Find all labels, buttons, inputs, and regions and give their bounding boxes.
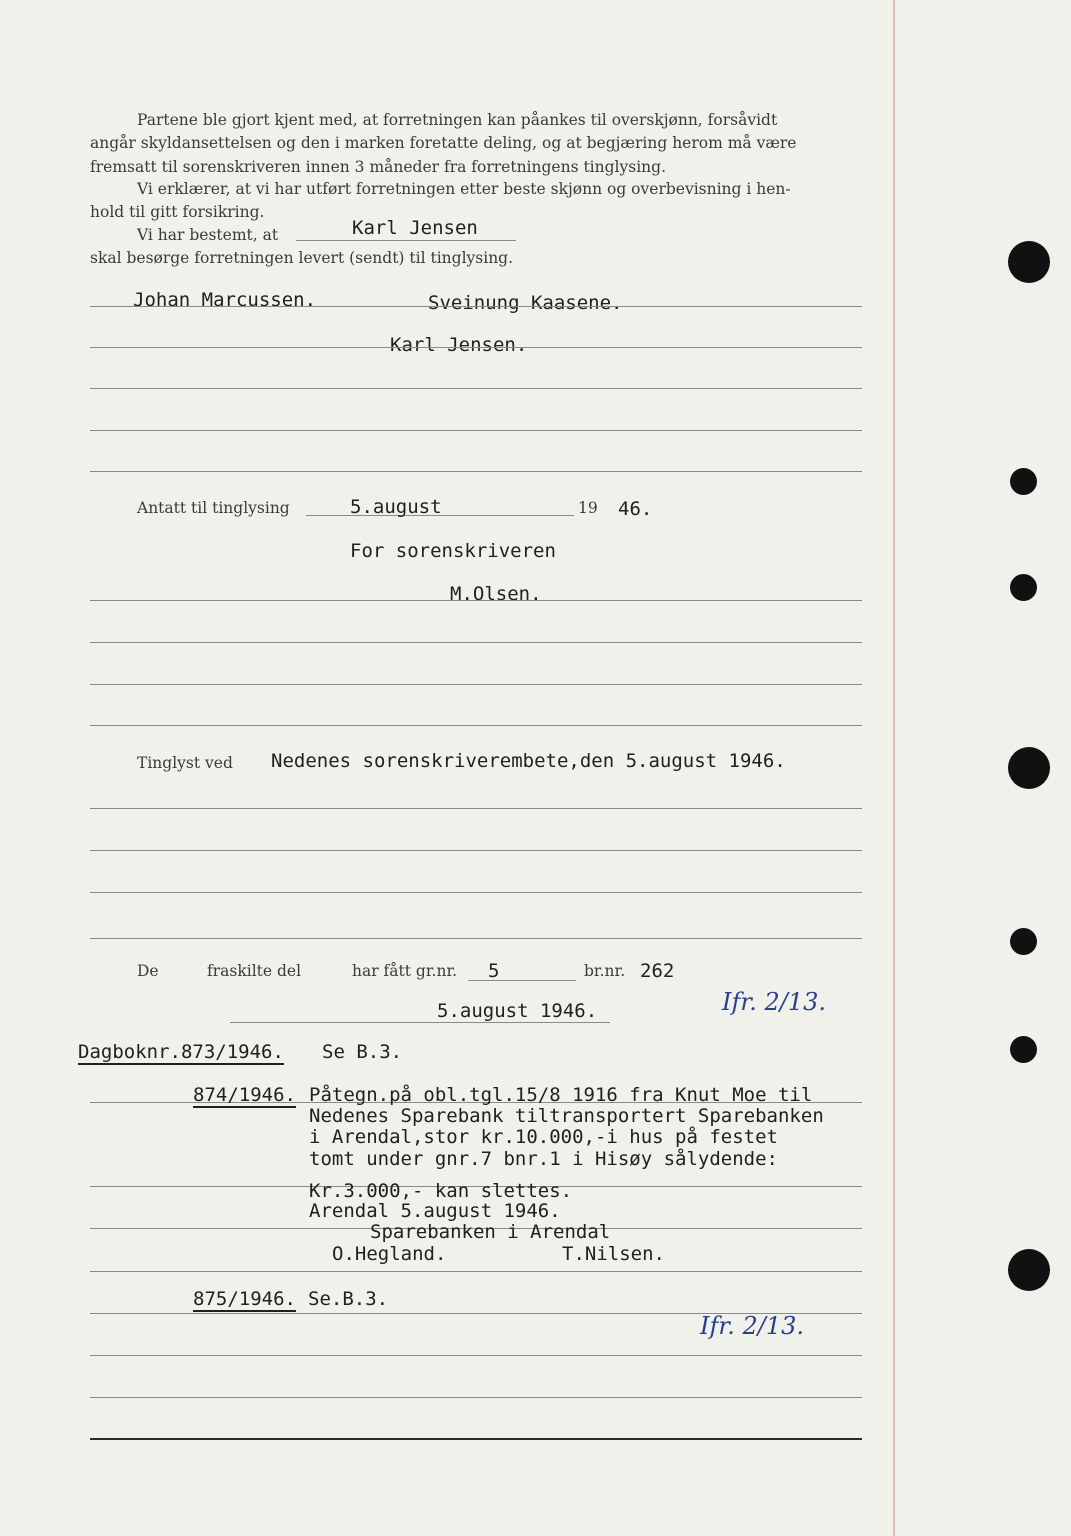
intro-line-3: fremsatt til sorenskriveren innen 3 måneder fra forretningens tinglysing. xyxy=(90,158,667,176)
red-margin-line xyxy=(893,0,895,1536)
antatt-label: Antatt til tinglysing xyxy=(137,499,290,517)
ruled-line xyxy=(90,471,862,472)
entry-874-line-4: tomt under gnr.7 bnr.1 i Hisøy sålydende: xyxy=(309,1148,778,1170)
ruled-line xyxy=(90,892,862,893)
ruled-line xyxy=(90,642,862,643)
binding-hole xyxy=(1008,747,1050,789)
ruled-line xyxy=(90,808,862,809)
entry-874-line-6: Arendal 5.august 1946. xyxy=(309,1200,561,1222)
binding-hole xyxy=(1010,468,1037,495)
ruled-line xyxy=(90,850,862,851)
binding-hole xyxy=(1010,1036,1037,1063)
besorge-label: skal besørge forretningen levert (sendt) til tinglysing. xyxy=(90,249,514,267)
signature-1: Johan Marcussen. xyxy=(133,289,317,311)
binding-hole xyxy=(1008,241,1050,283)
ruled-line xyxy=(90,1355,862,1356)
antatt-signatory: M.Olsen. xyxy=(450,583,542,605)
entry-875-text: Se.B.3. xyxy=(308,1288,389,1310)
entry-874-line-3: i Arendal,stor kr.10.000,-i hus på festet xyxy=(309,1126,778,1148)
entry-874-line-5: Kr.3.000,- kan slettes. xyxy=(309,1180,573,1202)
ruled-line xyxy=(90,725,862,726)
ruled-line xyxy=(90,938,862,939)
antatt-date: 5.august xyxy=(350,496,442,518)
bestemt-fill-line xyxy=(296,240,516,241)
tinglyst-text: Nedenes sorenskriverembete,den 5.august 1946. xyxy=(271,750,786,772)
handwritten-initials-2: Ifr. 2/13. xyxy=(700,1312,804,1340)
fraskilte-brnr-label: br.nr. xyxy=(584,962,626,980)
ruled-line xyxy=(90,430,862,431)
entry-873-text: Se B.3. xyxy=(322,1041,403,1063)
antatt-year-prefix: 19 xyxy=(578,499,598,517)
entry-874-line-1: Påtegn.på obl.tgl.15/8 1916 fra Knut Moe til xyxy=(309,1084,813,1106)
intro-line-4: Vi erklærer, at vi har utført forretningen etter beste skjønn og overbevisning i hen- xyxy=(137,180,791,198)
antatt-year-suffix: 46. xyxy=(618,498,653,520)
closing-rule xyxy=(90,1438,862,1440)
fraskilte-brnr: 262 xyxy=(640,960,675,982)
ruled-line xyxy=(90,306,862,307)
gnr-fill-line xyxy=(468,980,576,981)
entry-874-signatory-1: O.Hegland. xyxy=(332,1243,447,1265)
bestemt-label: Vi har bestemt, at xyxy=(137,226,279,244)
ruled-line xyxy=(90,1271,862,1272)
entry-874-line-2: Nedenes Sparebank tiltransportert Sparebanken xyxy=(309,1105,824,1127)
fraskilte-har-fatt: har fått gr.nr. xyxy=(352,962,458,980)
binding-hole xyxy=(1008,1249,1050,1291)
fraskilte-date: 5.august 1946. xyxy=(437,1000,598,1022)
intro-line-2: angår skyldansettelsen og den i marken foretatte deling, og at begjæring herom må være xyxy=(90,134,797,152)
binding-hole xyxy=(1010,928,1037,955)
ruled-line xyxy=(90,684,862,685)
entry-875-number: 875/1946. xyxy=(193,1288,296,1310)
ruled-line xyxy=(90,388,862,389)
signature-2: Sveinung Kaasene. xyxy=(428,292,623,314)
fraskilte-de: De xyxy=(137,962,159,980)
fraskilte-del: fraskilte del xyxy=(207,962,302,980)
ruled-line xyxy=(90,600,862,601)
bestemt-name: Karl Jensen xyxy=(352,217,478,239)
handwritten-initials: Ifr. 2/13. xyxy=(722,988,826,1016)
antatt-office: For sorenskriveren xyxy=(350,540,556,562)
date-fill-line xyxy=(230,1022,610,1023)
ruled-line xyxy=(90,1397,862,1398)
entry-874-line-7: Sparebanken i Arendal xyxy=(370,1221,611,1243)
intro-line-5: hold til gitt forsikring. xyxy=(90,203,265,221)
intro-line-1: Partene ble gjort kjent med, at forretningen kan påankes til overskjønn, forsåvidt xyxy=(137,111,778,129)
entry-873-number: Dagboknr.873/1946. xyxy=(78,1041,284,1063)
signature-3: Karl Jensen. xyxy=(390,334,528,356)
ruled-line xyxy=(90,347,862,348)
entry-874-number: 874/1946. xyxy=(193,1084,296,1106)
entry-874-signatory-2: T.Nilsen. xyxy=(562,1243,665,1265)
fraskilte-gnr: 5 xyxy=(488,960,500,982)
tinglyst-label: Tinglyst ved xyxy=(137,754,233,772)
binding-hole xyxy=(1010,574,1037,601)
